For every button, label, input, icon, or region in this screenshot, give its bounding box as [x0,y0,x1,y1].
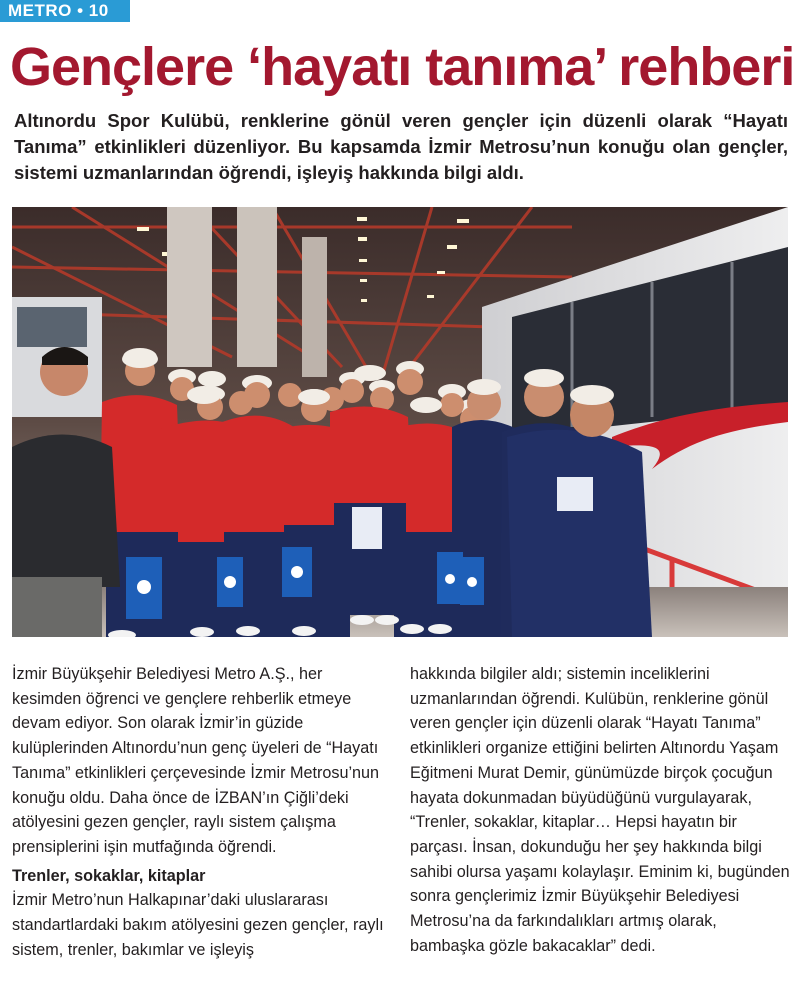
headline: Gençlere ‘hayatı tanıma’ rehberi [10,37,795,97]
body-paragraph: hakkında bilgiler aldı; sistemin inceliklerini uzmanlarından öğrendi. Kulübün, renklerine gönül veren gençler için düzenli olarak “Hayatı Tanıma” etkinlikleri organize ettiğini belirten Altınordu Yaşam Eğitmeni Murat Demir, günümüzde birçok çocuğun hayata dokunmadan büyüdüğünü vurgulayarak, “Trenler, sokaklar, kitaplar… Hepsi hayatın bir parçası. İnsan, dokunduğu her şey hakkında bilgi sahibi olursa yaşamı kolaylaşır. Eminim ki, bugünden sonra gençlerimiz İzmir Büyükşehir Belediyesi Metrosu’na da farkındalıkları artmış olarak, bambaşka gözle bakacaklar” dedi. [410,665,790,955]
body-paragraph: İzmir Büyükşehir Belediyesi Metro A.Ş., her kesimden öğrenci ve gençlere rehberlik etmeye devam ediyor. Son olarak İzmir’in güzide kulüplerinden Altınordu’nun genç üyeleri de “Hayatı Tanıma” etkinlikleri çerçevesinde İzmir Metrosu’nun konuğu oldu. Daha önce de İZBAN’ın Çiğli’deki atölyesini gezen gençler, raylı sistem çalışma prensiplerini işin mutfağında öğrendi. [12,665,380,856]
group-photo [12,207,788,637]
section-tag: METRO • 10 [0,0,130,22]
lead-paragraph: Altınordu Spor Kulübü, renklerine gönül veren gençler için düzenli olarak “Hayatı Tanıma” etkinlikleri düzenliyor. Bu kapsamda İzmir Metrosu’nun konuğu olan gençler, sistemi uzmanlarından öğrendi, işleyiş hakkında bilgi aldı. [14,110,788,183]
subheading: Trenler, sokaklar, kitaplar [12,866,206,885]
body-column-right [410,662,790,958]
body-column-left [12,662,384,962]
body-paragraph: İzmir Metro’nun Halkapınar’daki uluslararası standartlardaki bakım atölyesini gezen gençler, raylı sistem, trenler, bakımlar ve işleyiş [12,891,384,959]
